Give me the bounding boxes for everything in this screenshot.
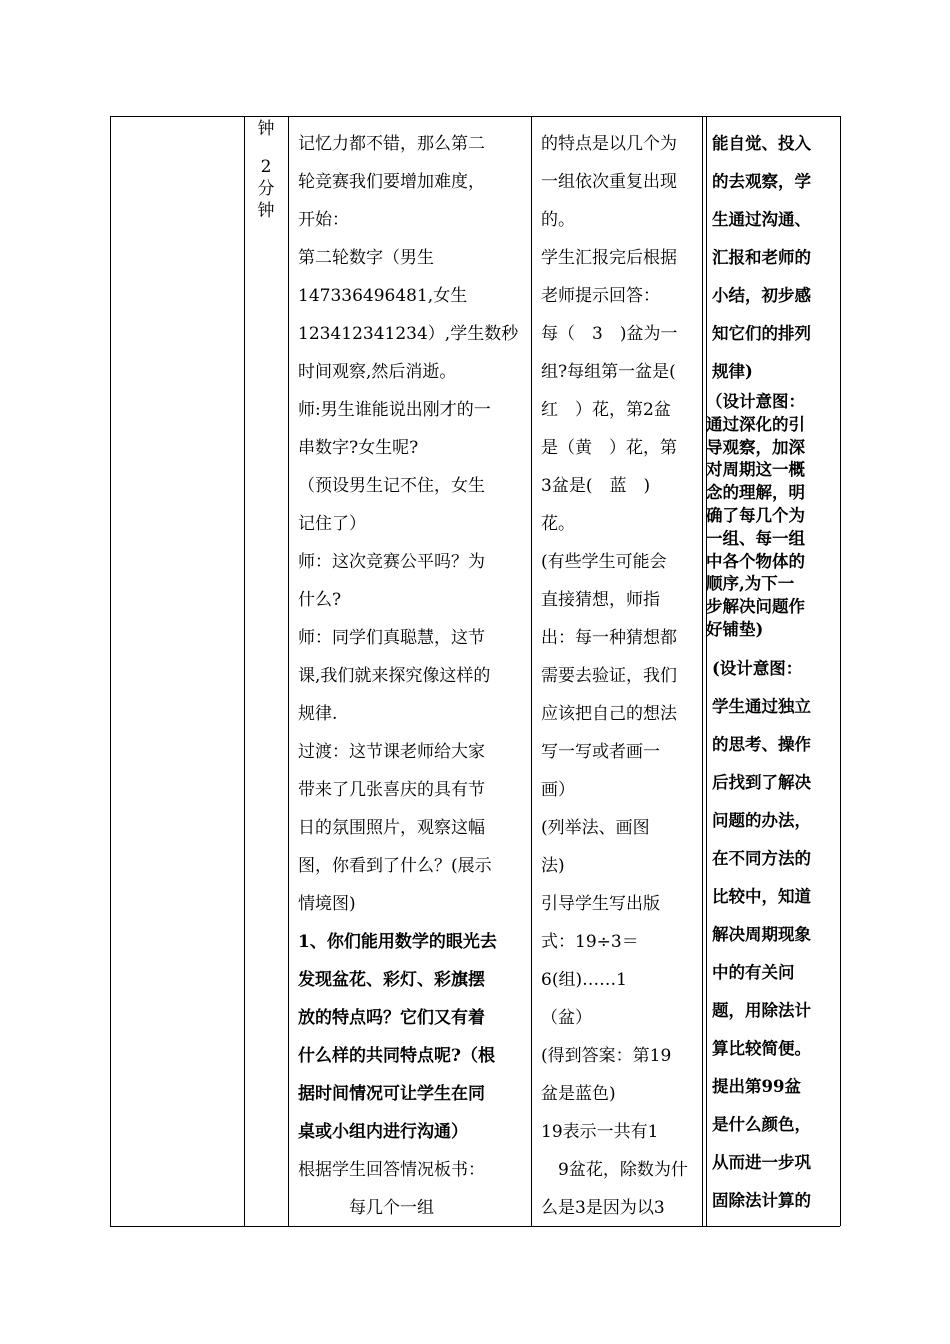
student-text-line: 引导学生写出版	[541, 894, 660, 914]
teacher-text-line: （预设男生记不住，女生	[298, 476, 485, 496]
student-text-line: 学生汇报完后根据	[541, 248, 677, 268]
intent-block-problem-solving	[712, 650, 838, 1220]
intent-text-line: 解决周期现象	[712, 924, 811, 944]
design-intent-column	[706, 125, 838, 1235]
teacher-text-line: 开始：	[298, 210, 349, 230]
table-border-6	[706, 116, 707, 1226]
teacher-text-line: 日的氛围照片，观察这幅	[298, 818, 485, 838]
intent-text-line: 对周期这一概	[706, 460, 805, 480]
student-text-line: 应该把自己的想法	[541, 704, 677, 724]
intent-text-line: （设计意图：	[706, 392, 805, 411]
intent-text-line: 念的理解，明	[706, 483, 805, 503]
student-text-line: 么是3是因为以3	[541, 1198, 665, 1218]
student-text-line: (有些学生可能会	[541, 552, 667, 572]
teacher-text-line: 记忆力都不错，那么第二	[298, 134, 485, 154]
teacher-text-line: 发现盆花、彩灯、彩旗摆	[298, 970, 485, 990]
table-border-4	[531, 116, 532, 1226]
intent-text-line: 提出第99盆	[712, 1076, 801, 1096]
teacher-text-line: 1、你们能用数学的眼光去	[298, 932, 497, 952]
time-text: 分	[257, 179, 275, 199]
teacher-text-line: 轮竞赛我们要增加难度，	[298, 172, 485, 192]
teacher-text-line: 时间观察,然后消逝。	[298, 362, 457, 382]
teacher-text-line: 师：这次竞赛公平吗？为	[298, 552, 485, 572]
student-text-line: 组?每组第一盆是(	[541, 362, 676, 382]
student-text-line: 9盆花，除数为什	[541, 1160, 688, 1180]
teacher-text-line: 规律.	[298, 704, 338, 724]
student-text-line: 19表示一共有1	[541, 1122, 659, 1142]
intent-text-line: 通过深化的引	[706, 414, 805, 434]
teacher-text-line: 每几个一组	[298, 1198, 434, 1218]
table-border-1	[110, 116, 111, 1226]
student-text-line: 式：19÷3＝	[541, 932, 639, 952]
time-text: 2	[260, 157, 272, 177]
time-column	[245, 118, 287, 1228]
intent-text-line: 是什么颜色，	[712, 1114, 811, 1134]
teacher-text-line: 什么样的共同特点呢?（根	[298, 1046, 495, 1066]
student-text-line: 老师提示回答：	[541, 286, 660, 306]
student-text-line: 的特点是以几个为	[541, 134, 677, 154]
intent-block-summary	[712, 125, 838, 391]
intent-text-line: 确了每几个为	[706, 505, 805, 525]
time-text: 钟	[257, 119, 275, 139]
teacher-text-line: 据时间情况可让学生在同	[298, 1084, 485, 1104]
time-text: 钟	[257, 201, 275, 221]
teacher-text-line: 根据学生回答情况板书：	[298, 1160, 485, 1180]
table-border-5	[702, 116, 703, 1226]
student-text-line: 写一写或者画一	[541, 742, 660, 762]
student-text-line: 出：每一种猜想都	[541, 628, 677, 648]
student-text-line: 法)	[541, 856, 565, 876]
intent-text-line: 汇报和老师的	[712, 248, 811, 267]
intent-text-line: (设计意图：	[712, 658, 803, 678]
intent-text-line: 固除法计算的	[712, 1190, 811, 1210]
intent-text-line: 的思考、操作	[712, 734, 811, 754]
student-text-line: (得到答案：第19	[541, 1046, 672, 1066]
intent-text-line: 学生通过独立	[712, 696, 811, 716]
intent-block-observation	[706, 391, 838, 642]
teacher-text-line: 师:男生谁能说出刚才的一	[298, 400, 491, 420]
student-text-line: 盆是蓝色)	[541, 1084, 616, 1104]
intent-text-line: 小结，初步感	[712, 286, 811, 305]
student-text-line: 一组依次重复出现	[541, 172, 677, 192]
intent-text-line: 规律)	[712, 362, 753, 381]
intent-text-line: 在不同方法的	[712, 848, 811, 868]
intent-text-line: 中各个物体的	[706, 551, 805, 571]
teacher-text-line: 147336496481,女生	[298, 286, 468, 306]
student-text-line: 3盆是( 蓝 )	[541, 476, 651, 496]
student-text-line: 直接猜想，师指	[541, 590, 660, 610]
teacher-text-line: 第二轮数字（男生	[298, 248, 434, 268]
teacher-text-line: 带来了几张喜庆的具有节	[298, 780, 485, 800]
student-text-line: 6(组)……1	[541, 970, 627, 990]
teacher-text-line: 放的特点吗？它们又有着	[298, 1008, 485, 1028]
teacher-text-line: 过渡：这节课老师给大家	[298, 742, 485, 762]
intent-text-line: 比较中，知道	[712, 886, 811, 906]
teacher-text-line: 什么?	[298, 590, 342, 610]
teacher-text-line: 123412341234）,学生数秒	[298, 324, 519, 344]
intent-text-line: 的去观察，学	[712, 172, 811, 191]
intent-text-line: 顺序,为下一	[706, 574, 795, 594]
student-text-line: 需要去验证，我们	[541, 666, 677, 686]
teacher-text-line: 记住了）	[298, 514, 366, 534]
intent-text-line: 后找到了解决	[712, 772, 811, 792]
intent-text-line: 生通过沟通、	[712, 210, 811, 229]
student-text-line: （盆）	[541, 1008, 592, 1028]
intent-text-line: 知它们的排列	[712, 324, 811, 343]
intent-text-line: 导观察，加深	[706, 437, 805, 457]
intent-text-line: 一组、每一组	[706, 528, 805, 548]
teacher-text-line: 串数字?女生呢?	[298, 438, 419, 458]
student-text-line: 的。	[541, 210, 575, 230]
table-border-7	[840, 116, 841, 1226]
intent-text-line: 算比较简便。	[712, 1038, 811, 1058]
intent-text-line: 能自觉、投入	[712, 134, 811, 153]
intent-text-line: 题，用除法计	[712, 1000, 811, 1020]
table-border-3	[288, 116, 289, 1226]
teacher-text-line: 情境图)	[298, 894, 356, 914]
teacher-text-line: 图，你看到了什么？(展示	[298, 856, 492, 876]
intent-text-line: 从而进一步巩	[712, 1152, 811, 1172]
intent-text-line: 好铺垫)	[706, 619, 764, 639]
teacher-activity-column	[298, 125, 528, 1235]
student-text-line: 每（ 3 )盆为一	[541, 324, 678, 344]
student-text-line: (列举法、画图	[541, 818, 650, 838]
student-activity-column	[541, 125, 701, 1235]
table-top-border	[110, 116, 840, 117]
teacher-text-line: 师：同学们真聪慧，这节	[298, 628, 485, 648]
teacher-text-line: 桌或小组内进行沟通）	[298, 1122, 468, 1142]
student-text-line: 画）	[541, 780, 575, 800]
student-text-line: 花。	[541, 514, 575, 534]
intent-text-line: 中的有关问	[712, 962, 795, 982]
student-text-line: 是（黄 ）花，第	[541, 438, 677, 458]
student-text-line: 红 ）花，第2盆	[541, 400, 671, 420]
intent-text-line: 步解决问题作	[706, 597, 805, 617]
intent-text-line: 问题的办法，	[712, 810, 811, 830]
teacher-text-line: 课,我们就来探究像这样的	[298, 666, 491, 686]
